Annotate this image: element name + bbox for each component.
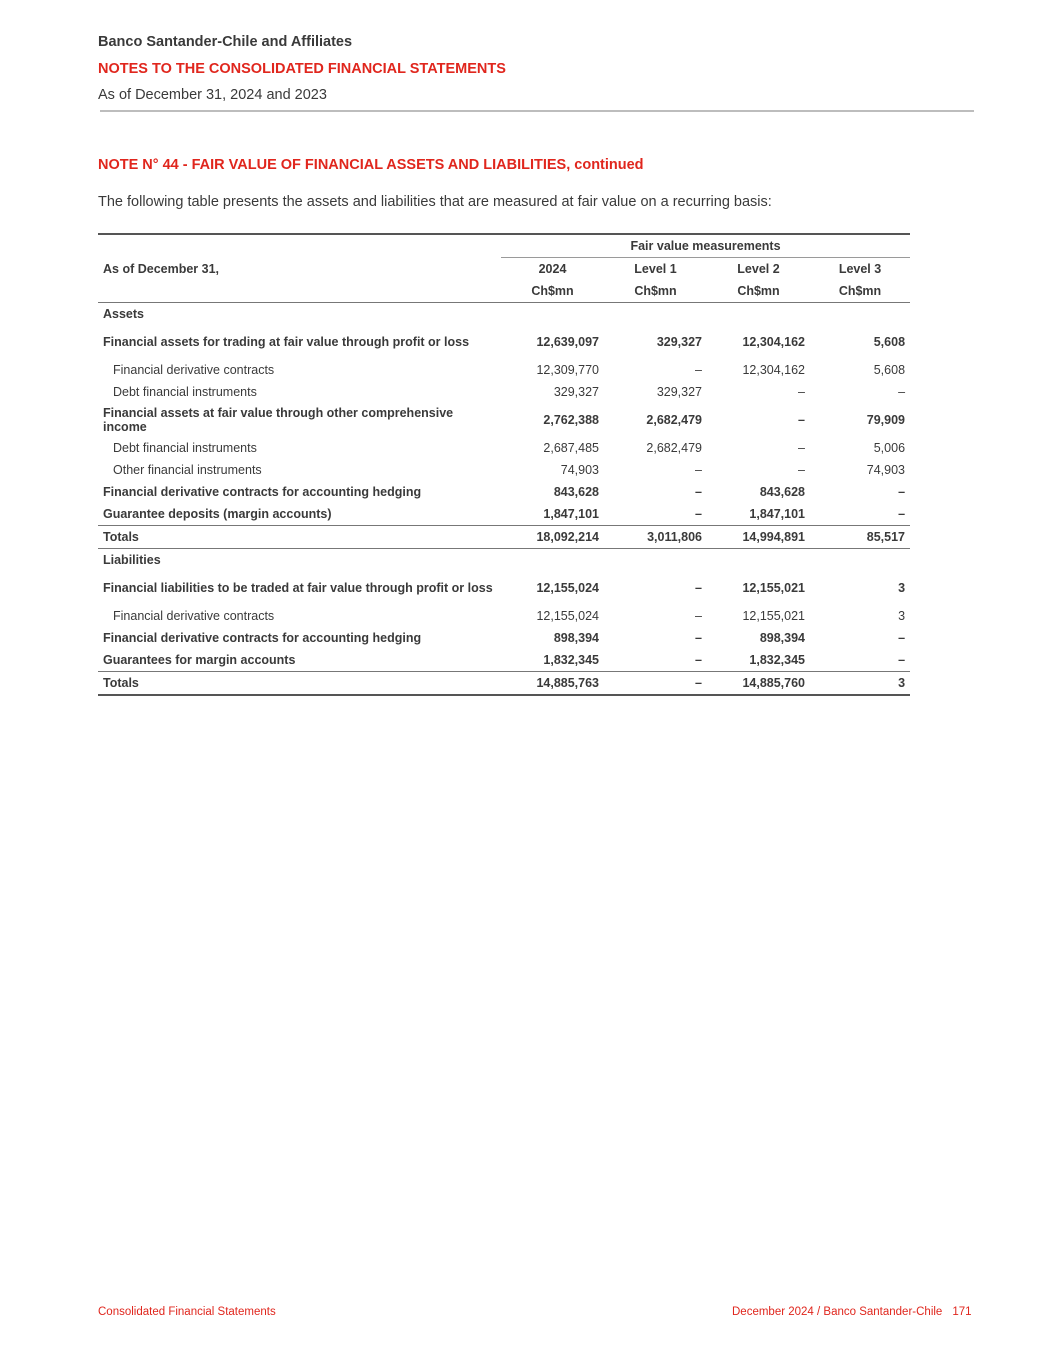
section-label: Assets <box>103 307 144 321</box>
cell-value: – <box>695 631 702 645</box>
section-row-assets <box>98 303 910 326</box>
row-header: As of December 31, <box>103 261 220 276</box>
cell-value: – <box>695 507 702 521</box>
cell-value: 1,832,345 <box>543 653 599 667</box>
cell-value: 2,682,479 <box>646 441 702 455</box>
cell-value: 329,327 <box>656 335 702 349</box>
row-label: Financial liabilities to be traded at fair value through profit or loss <box>103 581 493 595</box>
cell-value: 1,832,345 <box>749 653 805 667</box>
row-label: Debt financial instruments <box>113 385 257 399</box>
cell-value: – <box>695 581 702 595</box>
note-title: NOTE N° 44 - FAIR VALUE OF FINANCIAL ASSETS AND LIABILITIES, continued <box>98 157 644 173</box>
cell-value: 843,628 <box>553 485 599 499</box>
table-header-row <box>98 234 910 258</box>
cell-value: 2,682,479 <box>646 413 702 427</box>
table-row <box>98 437 910 459</box>
cell-value: – <box>898 385 906 399</box>
cell-value: 12,155,021 <box>742 609 805 623</box>
cell-value: – <box>798 413 805 427</box>
cell-value: 5,608 <box>873 335 906 349</box>
row-label: Financial assets at fair value through other comprehensive income <box>103 406 454 434</box>
unit-label: Ch$mn <box>501 280 604 303</box>
table-row <box>98 605 910 627</box>
cell-value: – <box>898 653 906 667</box>
cell-value: – <box>695 463 702 477</box>
cell-value: 74,903 <box>866 463 906 477</box>
totals-row-assets <box>98 526 910 549</box>
cell-value: 79,909 <box>866 413 906 427</box>
section-row-liabilities <box>98 549 910 572</box>
cell-value: 12,155,021 <box>742 581 805 595</box>
table-row <box>98 627 910 649</box>
table-row <box>98 503 910 526</box>
cell-value: 74,903 <box>560 463 599 477</box>
row-label: Totals <box>98 672 501 696</box>
totals-row-liabilities <box>98 672 910 696</box>
table-header-row <box>98 258 910 281</box>
cell-value: 14,885,760 <box>707 672 810 696</box>
cell-value: 12,309,770 <box>536 363 599 377</box>
cell-value: – <box>798 441 805 455</box>
unit-label: Ch$mn <box>707 280 810 303</box>
table-row <box>98 403 910 437</box>
cell-value: – <box>695 609 702 623</box>
cell-value: 18,092,214 <box>501 526 604 549</box>
cell-value: 1,847,101 <box>543 507 599 521</box>
fair-value-group-header: Fair value measurements <box>501 234 910 258</box>
cell-value: 12,639,097 <box>536 335 599 349</box>
cell-value: 5,608 <box>873 363 906 377</box>
cell-value: 12,304,162 <box>742 363 805 377</box>
cell-value: 3 <box>898 581 906 595</box>
cell-value: 2,762,388 <box>543 413 599 427</box>
cell-value: 329,327 <box>553 385 599 399</box>
column-header: Level 2 <box>737 262 780 276</box>
row-label: Financial derivative contracts <box>113 363 275 377</box>
table-row <box>98 325 910 359</box>
table-row <box>98 459 910 481</box>
cell-value: 14,885,763 <box>501 672 604 696</box>
unit-label: Ch$mn <box>604 280 707 303</box>
cell-value: 5,006 <box>873 441 906 455</box>
cell-value: 843,628 <box>759 485 805 499</box>
footer-right <box>732 1306 972 1318</box>
cell-value: 14,994,891 <box>707 526 810 549</box>
unit-label: Ch$mn <box>810 280 910 303</box>
table-row <box>98 649 910 672</box>
cell-value: 1,847,101 <box>749 507 805 521</box>
cell-value: 12,304,162 <box>742 335 805 349</box>
cell-value: – <box>898 485 906 499</box>
row-label: Guarantee deposits (margin accounts) <box>103 507 332 521</box>
table-row <box>98 359 910 381</box>
cell-value: – <box>798 463 805 477</box>
cell-value: 329,327 <box>656 385 702 399</box>
row-label: Debt financial instruments <box>113 441 257 455</box>
row-label: Financial derivative contracts <box>113 609 275 623</box>
cell-value: – <box>695 485 702 499</box>
date-line: As of December 31, 2024 and 2023 <box>98 87 327 103</box>
cell-value: – <box>695 363 702 377</box>
column-header: 2024 <box>538 262 567 276</box>
company-name: Banco Santander-Chile and Affiliates <box>98 34 353 50</box>
units-row <box>98 280 910 303</box>
section-heading: NOTES TO THE CONSOLIDATED FINANCIAL STATEMENTS <box>98 61 506 77</box>
fair-value-table <box>98 233 910 696</box>
cell-value: 12,155,024 <box>536 609 599 623</box>
column-header: Level 3 <box>838 262 882 276</box>
header-divider <box>100 110 974 112</box>
cell-value: – <box>798 385 805 399</box>
cell-value: 898,394 <box>553 631 599 645</box>
column-header: Level 1 <box>634 262 677 276</box>
table-row <box>98 571 910 605</box>
row-label: Other financial instruments <box>113 463 262 477</box>
table-row <box>98 381 910 403</box>
cell-value: 3 <box>810 672 910 696</box>
cell-value: 898,394 <box>759 631 805 645</box>
cell-value: 3 <box>898 609 906 623</box>
cell-value: 85,517 <box>810 526 910 549</box>
table-row <box>98 481 910 503</box>
row-label: Financial assets for trading at fair value through profit or loss <box>103 335 470 349</box>
row-label: Financial derivative contracts for accounting hedging <box>103 485 422 499</box>
page-number: 171 <box>952 1306 972 1318</box>
cell-value: 2,687,485 <box>543 441 599 455</box>
cell-value: 3,011,806 <box>604 526 707 549</box>
row-label: Financial derivative contracts for accounting hedging <box>103 631 422 645</box>
cell-value: – <box>898 507 906 521</box>
footer-left: Consolidated Financial Statements <box>98 1306 276 1318</box>
row-label: Guarantees for margin accounts <box>103 653 296 667</box>
cell-value: – <box>604 672 707 696</box>
row-label: Totals <box>98 526 501 549</box>
footer-right-text: December 2024 / Banco Santander-Chile <box>732 1306 943 1318</box>
cell-value: 12,155,024 <box>536 581 599 595</box>
cell-value: – <box>695 653 702 667</box>
section-label: Liabilities <box>103 553 161 567</box>
intro-text: The following table presents the assets and liabilities that are measured at fair value on a recurring basis: <box>98 194 772 210</box>
cell-value: – <box>898 631 906 645</box>
